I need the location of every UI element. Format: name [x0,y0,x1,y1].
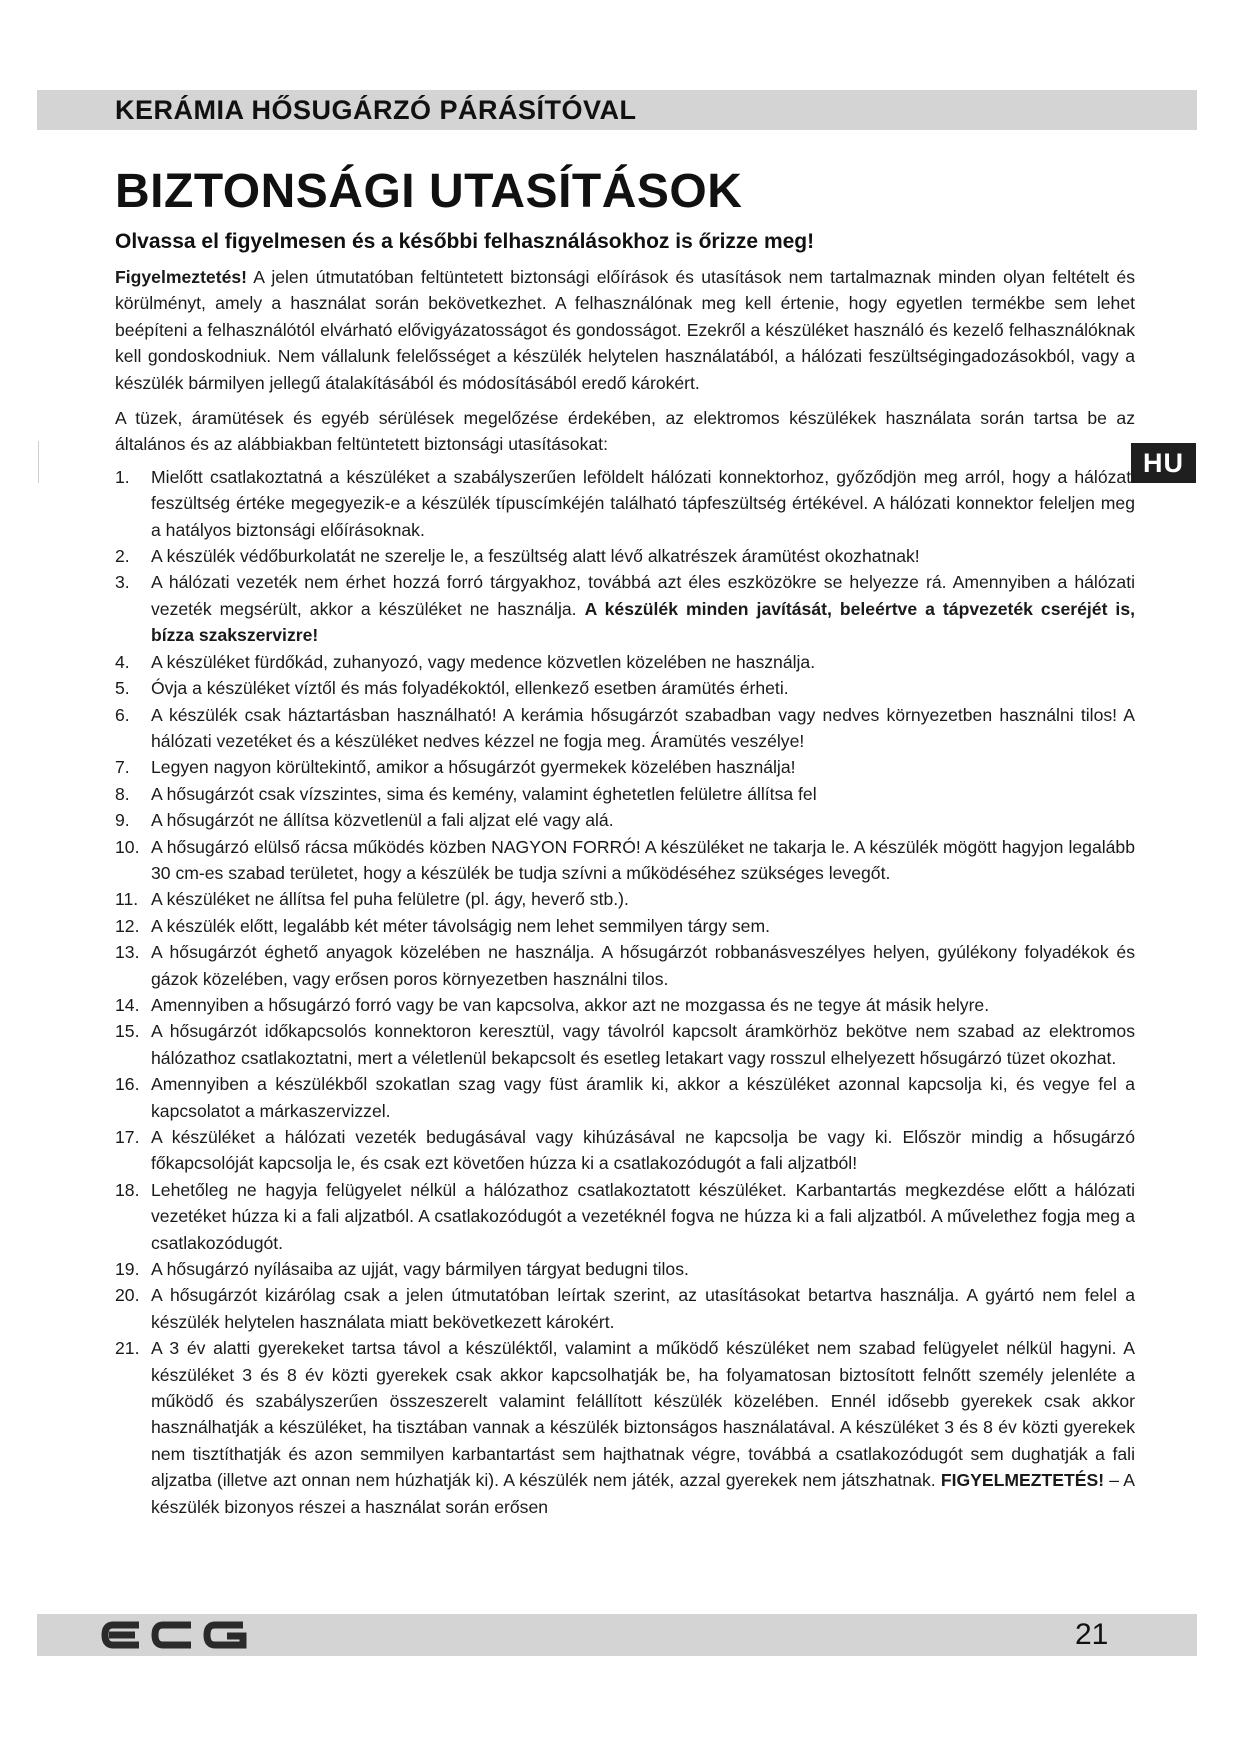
list-item [115,649,1135,675]
list-item [115,702,1135,755]
rule-text: Lehetőleg ne hagyja felügyelet nélkül a hálózathoz csatlakoztatott készüléket. Karbantartás megkezdése előtt a hálózati vezetéket húzza ki a fali aljzatból. A csatlakozódugót a vezetéknél fogva ne húzza ki a fali aljzatból. A művelethez fogja meg a csatlakozódugót. [151,1179,1135,1253]
ecg-logo [95,1617,255,1653]
rule-text: A hálózati vezeték nem érhet hozzá forró tárgyakhoz, továbbá azt éles eszközökre se helyezze rá. Amennyiben a hálózati vezeték megsérült, akkor a készüléket ne használja. [151,572,1135,619]
list-item [115,464,1135,543]
rule-text: A készülék csak háztartásban használható! A kerámia hősugárzót szabadban vagy nedves környezetben használni tilos! A hálózati vezetéket és a készüléket nedves kézzel ne fogja meg. Áramütés veszélye! [151,704,1135,751]
list-item [115,886,1135,912]
rule-tail-text: – A készülék bizonyos részei a használat során erősen [151,1470,1135,1517]
list-item [115,781,1135,807]
list-item [115,807,1135,833]
list-item [115,834,1135,887]
list-item [115,1335,1135,1520]
list-item [115,1071,1135,1124]
list-item [115,543,1135,569]
page-number: 21 [1075,1618,1109,1651]
rule-number: 6. [115,704,130,725]
rule-number: 17. [115,1127,140,1147]
rule-text: A hősugárzót csak vízszintes, sima és kemény, valamint éghetetlen felületre állítsa fel [151,783,817,804]
list-item [115,675,1135,701]
rule-bold-text: FIGYELMEZTETÉS! [940,1470,1105,1491]
rule-text: Mielőtt csatlakoztatná a készüléket a szabályszerűen leföldelt hálózati konnektorhoz, győződjön meg arról, hogy a hálózati feszültség értéke megegyezik-e a készülék típuscímkéjén található tápfeszültség értékével. A hálózati konnektor feleljen meg a hatályos biztonsági előírásoknak. [151,466,1135,540]
list-item [115,1256,1135,1282]
rule-number: 14. [115,994,140,1015]
rule-text: A készülék előtt, legalább két méter távolságig nem lehet semmilyen tárgy sem. [151,915,771,936]
list-item [115,1018,1135,1071]
safety-rules-list [115,464,1135,1520]
rule-text: A készüléket fürdőkád, zuhanyozó, vagy medence közvetlen közelében ne használja. [151,651,816,672]
rule-number: 19. [115,1259,140,1280]
rule-text: A hősugárzót kizárólag csak a jelen útmutatóban leírtak szerint, az utasításokat betartva használja. A gyártó nem felel a készülék helytelen használata miatt bekövetkezett károkért. [151,1285,1135,1332]
warning-text: A jelen útmutatóban feltüntetett biztonsági előírások és utasítások nem tartalmaznak minden olyan feltételt és körülményt, amely a használat során bekövetkezhet. A felhasználónak meg kell értenie, hogy egyetlen termékbe sem lehet beépíteni a felhasználótól elvárható elővigyázatosságot és gondosságot. Ezekről a készüléket használó és kezelő felhasználóknak kell gondoskodniuk. Nem vállalunk felelősséget a készülék helytelen használatából, a hálózati feszültségingadozásokból, vagy a készülék bármilyen jellegű átalakításából és módosításából eredő károkért. [115,267,1135,393]
subtitle: Olvassa el figyelmesen és a későbbi felhasználásokhoz is őrizze meg! [115,230,815,253]
warning-lead: Figyelmeztetés! [115,267,247,287]
rule-number: 8. [115,783,130,804]
rule-number: 11. [115,889,139,910]
list-item [115,1282,1135,1335]
intro-paragraph: A tüzek, áramütések és egyéb sérülések megelőzése érdekében, az elektromos készülékek használata során tartsa be az általános és az alábbiakban feltüntetett biztonsági utasításokat: [115,408,1135,455]
rule-text: A hősugárzó elülső rácsa működés közben NAGYON FORRÓ! A készüléket ne takarja le. A készülék mögött hagyjon legalább 30 cm-es szabad területet, hogy a készülék be tudja szívni a működéséhez szükséges levegőt. [151,836,1135,883]
list-item [115,913,1135,939]
rule-text: Amennyiben a hősugárzó forró vagy be van kapcsolva, akkor azt ne mozgassa és ne tegye át másik helyre. [151,994,990,1015]
list-item [115,939,1135,992]
rule-text: A készüléket ne állítsa fel puha felületre (pl. ágy, heverő stb.). [151,889,629,910]
rule-text: Legyen nagyon körültekintő, amikor a hősugárzót gyermekek közelében használja! [151,757,796,778]
list-item [115,754,1135,780]
list-item [115,1177,1135,1256]
rule-text: A hősugárzó nyílásaiba az ujját, vagy bármilyen tárgyat bedugni tilos. [151,1259,689,1280]
rule-text: A hősugárzót ne állítsa közvetlenül a fali aljzat elé vagy alá. [151,810,614,831]
rule-number: 2. [115,546,130,567]
warning-paragraph [115,264,1135,396]
header-title: KERÁMIA HŐSUGÁRZÓ PÁRÁSÍTÓVAL [115,95,637,125]
rule-number: 1. [115,466,130,487]
rule-text: A készüléket a hálózati vezeték bedugásával vagy kihúzásával ne kapcsolja be vagy ki. Először mindig a hősugárzó főkapcsolóját kapcsolja le, és csak ezt követően húzza ki a csatlakozódugót a fali aljzatból! [151,1127,1135,1174]
page-title: BIZTONSÁGI UTASÍTÁSOK [115,165,743,218]
rule-number: 12. [115,915,140,936]
rule-text: Óvja a készüléket víztől és más folyadékoktól, ellenkező esetben áramütés érheti. [151,678,789,699]
rule-text: Amennyiben a készülékből szokatlan szag vagy füst áramlik ki, akkor a készüléket azonnal kapcsolja ki, és vegye fel a kapcsolatot a márkaszervizzel. [151,1074,1135,1121]
rule-number: 9. [115,810,130,831]
list-item [115,1124,1135,1177]
rule-bold-text: A készülék minden javítását, beleértve a tápvezeték cseréjét is, bízza szakszervizre! [151,598,1135,646]
rule-number: 15. [115,1021,140,1042]
rule-text: A hősugárzót időkapcsolós konnektoron keresztül, vagy távolról kapcsolt áramkörhöz bekötve nem szabad az elektromos hálózathoz csatlakoztatni, mert a véletlenül bekapcsolt és esetleg letakart vagy rosszul elhelyezett hősugárzó tüzet okozhat. [151,1021,1135,1068]
rule-number: 21. [115,1338,140,1359]
logo-letter-g [207,1625,243,1645]
rule-number: 4. [115,651,130,672]
rule-number: 3. [115,572,130,593]
rule-number: 5. [115,678,130,699]
logo-letter-c [155,1625,191,1645]
list-item [115,569,1135,648]
rule-text: A hősugárzót éghető anyagok közelében ne használja. A hősugárzót robbanásveszélyes helyen, gyúlékony folyadékok és gázok közelében, vagy erősen poros környezetben használni tilos. [151,942,1135,989]
rule-text: A 3 év alatti gyerekeket tartsa távol a készüléktől, valamint a működő készüléket nem szabad felügyelet nélkül hagyni. A készüléket 3 és 8 év közti gyerekek csak akkor kapcsolhatják be, ha folyamatosan biztosított felnőtt személy jelenléte a működő és szabályszerűen összeszerelt valamint felállított készülék közelében. Ennél idősebb gyerekek csak akkor használhatják a készüléket, ha tisztában vannak a készülék biztonságos használatával. A készüléket 3 és 8 év közti gyerekek nem tisztíthatják és azon semmilyen karbantartást sem hajthatnak végre, továbbá a csatlakozódugót sem dughatják a fali aljzatba (illetve azt onnan nem húzhatják ki). A készülék nem játék, azzal gyerekek nem játszhatnak. [151,1338,1135,1491]
rule-number: 10. [115,836,140,857]
content [115,264,1135,1520]
rule-number: 16. [115,1074,140,1095]
language-badge: HU [1131,443,1196,483]
rule-number: 7. [115,757,130,778]
rule-number: 13. [115,942,140,963]
rule-text: A készülék védőburkolatát ne szerelje le, a feszültség alatt lévő alkatrészek áramütést okozhatnak! [151,546,920,567]
list-item [115,992,1135,1018]
rule-number: 18. [115,1179,140,1200]
margin-line [38,441,39,483]
header-bar [37,90,1197,130]
rule-number: 20. [115,1285,140,1306]
